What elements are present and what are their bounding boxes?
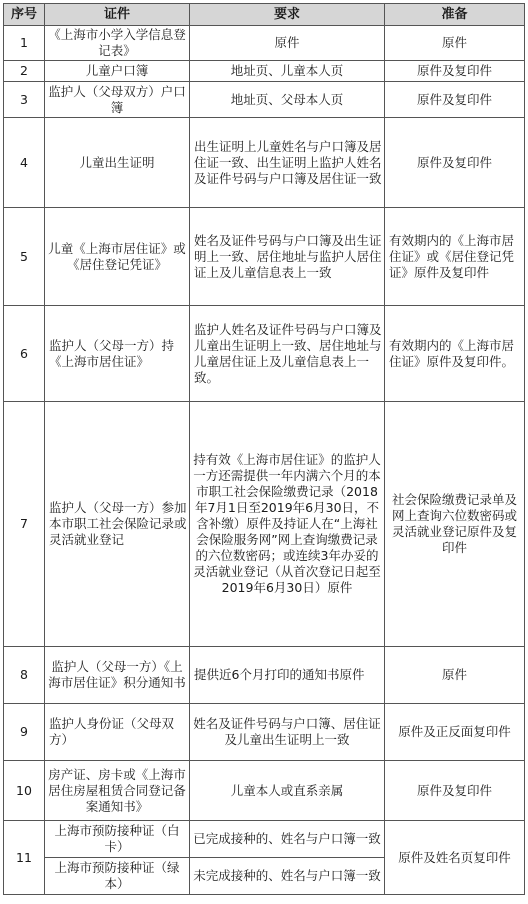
row-preparation: 社会保险缴费记录单及网上查询六位数密码或灵活就业登记原件及复印件 (385, 402, 525, 647)
row-requirement: 提供近6个月打印的通知书原件 (190, 647, 385, 704)
row-requirement: 姓名及证件号码与户口簿及出生证明上一致、居住地址与监护人居住证上及儿童信息表上一致 (190, 208, 385, 306)
header-number: 序号 (4, 4, 45, 26)
row-preparation: 有效期内的《上海市居住证》原件及复印件。 (385, 306, 525, 402)
row-certificate: 监护人（父母一方）持《上海市居住证》 (45, 306, 190, 402)
row-number: 5 (4, 208, 45, 306)
row-preparation: 有效期内的《上海市居住证》或《居住登记凭证》原件及复印件 (385, 208, 525, 306)
table-row (4, 82, 525, 118)
row-certificate: 监护人（父母双方）户口簿 (45, 82, 190, 118)
row-certificate: 房产证、房卡或《上海市居住房屋租赁合同登记备案通知书》 (45, 761, 190, 821)
row-certificate: 监护人（父母一方）《上海市居住证》积分通知书 (45, 647, 190, 704)
row-requirement: 出生证明上儿童姓名与户口簿及居住证一致、出生证明上监护人姓名及证件号码与户口簿及居住证一致 (190, 118, 385, 208)
row-requirement: 未完成接种的、姓名与户口簿一致 (190, 858, 385, 895)
row-number: 2 (4, 61, 45, 82)
row-preparation: 原件及姓名页复印件 (385, 821, 525, 895)
row-number: 1 (4, 26, 45, 61)
row-number: 8 (4, 647, 45, 704)
row-certificate: 上海市预防接种证（白卡） (45, 821, 190, 858)
header-requirement: 要求 (190, 4, 385, 26)
row-requirement: 儿童本人或直系亲属 (190, 761, 385, 821)
row-number: 10 (4, 761, 45, 821)
row-requirement: 持有效《上海市居住证》的监护人一方还需提供一年内满六个月的本市职工社会保险缴费记录（2018年7月1日至2019年6月30日，不含补缴）原件及持证人在“上海社会保险服务网”网上查询缴费记录的六位数密码；或连续3年办妥的灵活就业登记（从首次登记日起至2019年6月30日）原件 (190, 402, 385, 647)
row-certificate: 上海市预防接种证（绿本） (45, 858, 190, 895)
row-requirement: 监护人姓名及证件号码与户口簿及儿童出生证明上一致、居住地址与儿童居住证上及儿童信息表上一致。 (190, 306, 385, 402)
row-certificate: 监护人身份证（父母双方） (45, 704, 190, 761)
header-certificate: 证件 (45, 4, 190, 26)
row-preparation: 原件及复印件 (385, 61, 525, 82)
row-number: 11 (4, 821, 45, 895)
table-row (4, 821, 525, 858)
row-preparation: 原件及复印件 (385, 118, 525, 208)
row-certificate: 儿童户口簿 (45, 61, 190, 82)
row-certificate: 《上海市小学入学信息登记表》 (45, 26, 190, 61)
row-preparation: 原件及正反面复印件 (385, 704, 525, 761)
requirements-table (3, 3, 525, 895)
header-row (4, 4, 525, 26)
row-certificate: 儿童出生证明 (45, 118, 190, 208)
table-row (4, 761, 525, 821)
row-requirement: 已完成接种的、姓名与户口簿一致 (190, 821, 385, 858)
table-row (4, 704, 525, 761)
row-number: 7 (4, 402, 45, 647)
row-number: 9 (4, 704, 45, 761)
row-number: 6 (4, 306, 45, 402)
row-certificate: 监护人（父母一方）参加本市职工社会保险记录或灵活就业登记 (45, 402, 190, 647)
row-certificate: 儿童《上海市居住证》或《居住登记凭证》 (45, 208, 190, 306)
row-preparation: 原件及复印件 (385, 761, 525, 821)
table-row (4, 402, 525, 647)
row-requirement: 姓名及证件号码与户口簿、居住证及儿童出生证明上一致 (190, 704, 385, 761)
table-row (4, 26, 525, 61)
row-preparation: 原件 (385, 647, 525, 704)
table-row (4, 208, 525, 306)
table-row (4, 306, 525, 402)
row-number: 3 (4, 82, 45, 118)
table-row (4, 61, 525, 82)
row-number: 4 (4, 118, 45, 208)
row-requirement: 地址页、儿童本人页 (190, 61, 385, 82)
table-row (4, 118, 525, 208)
row-requirement: 地址页、父母本人页 (190, 82, 385, 118)
table-row (4, 647, 525, 704)
row-preparation: 原件 (385, 26, 525, 61)
row-requirement: 原件 (190, 26, 385, 61)
header-preparation: 准备 (385, 4, 525, 26)
row-preparation: 原件及复印件 (385, 82, 525, 118)
